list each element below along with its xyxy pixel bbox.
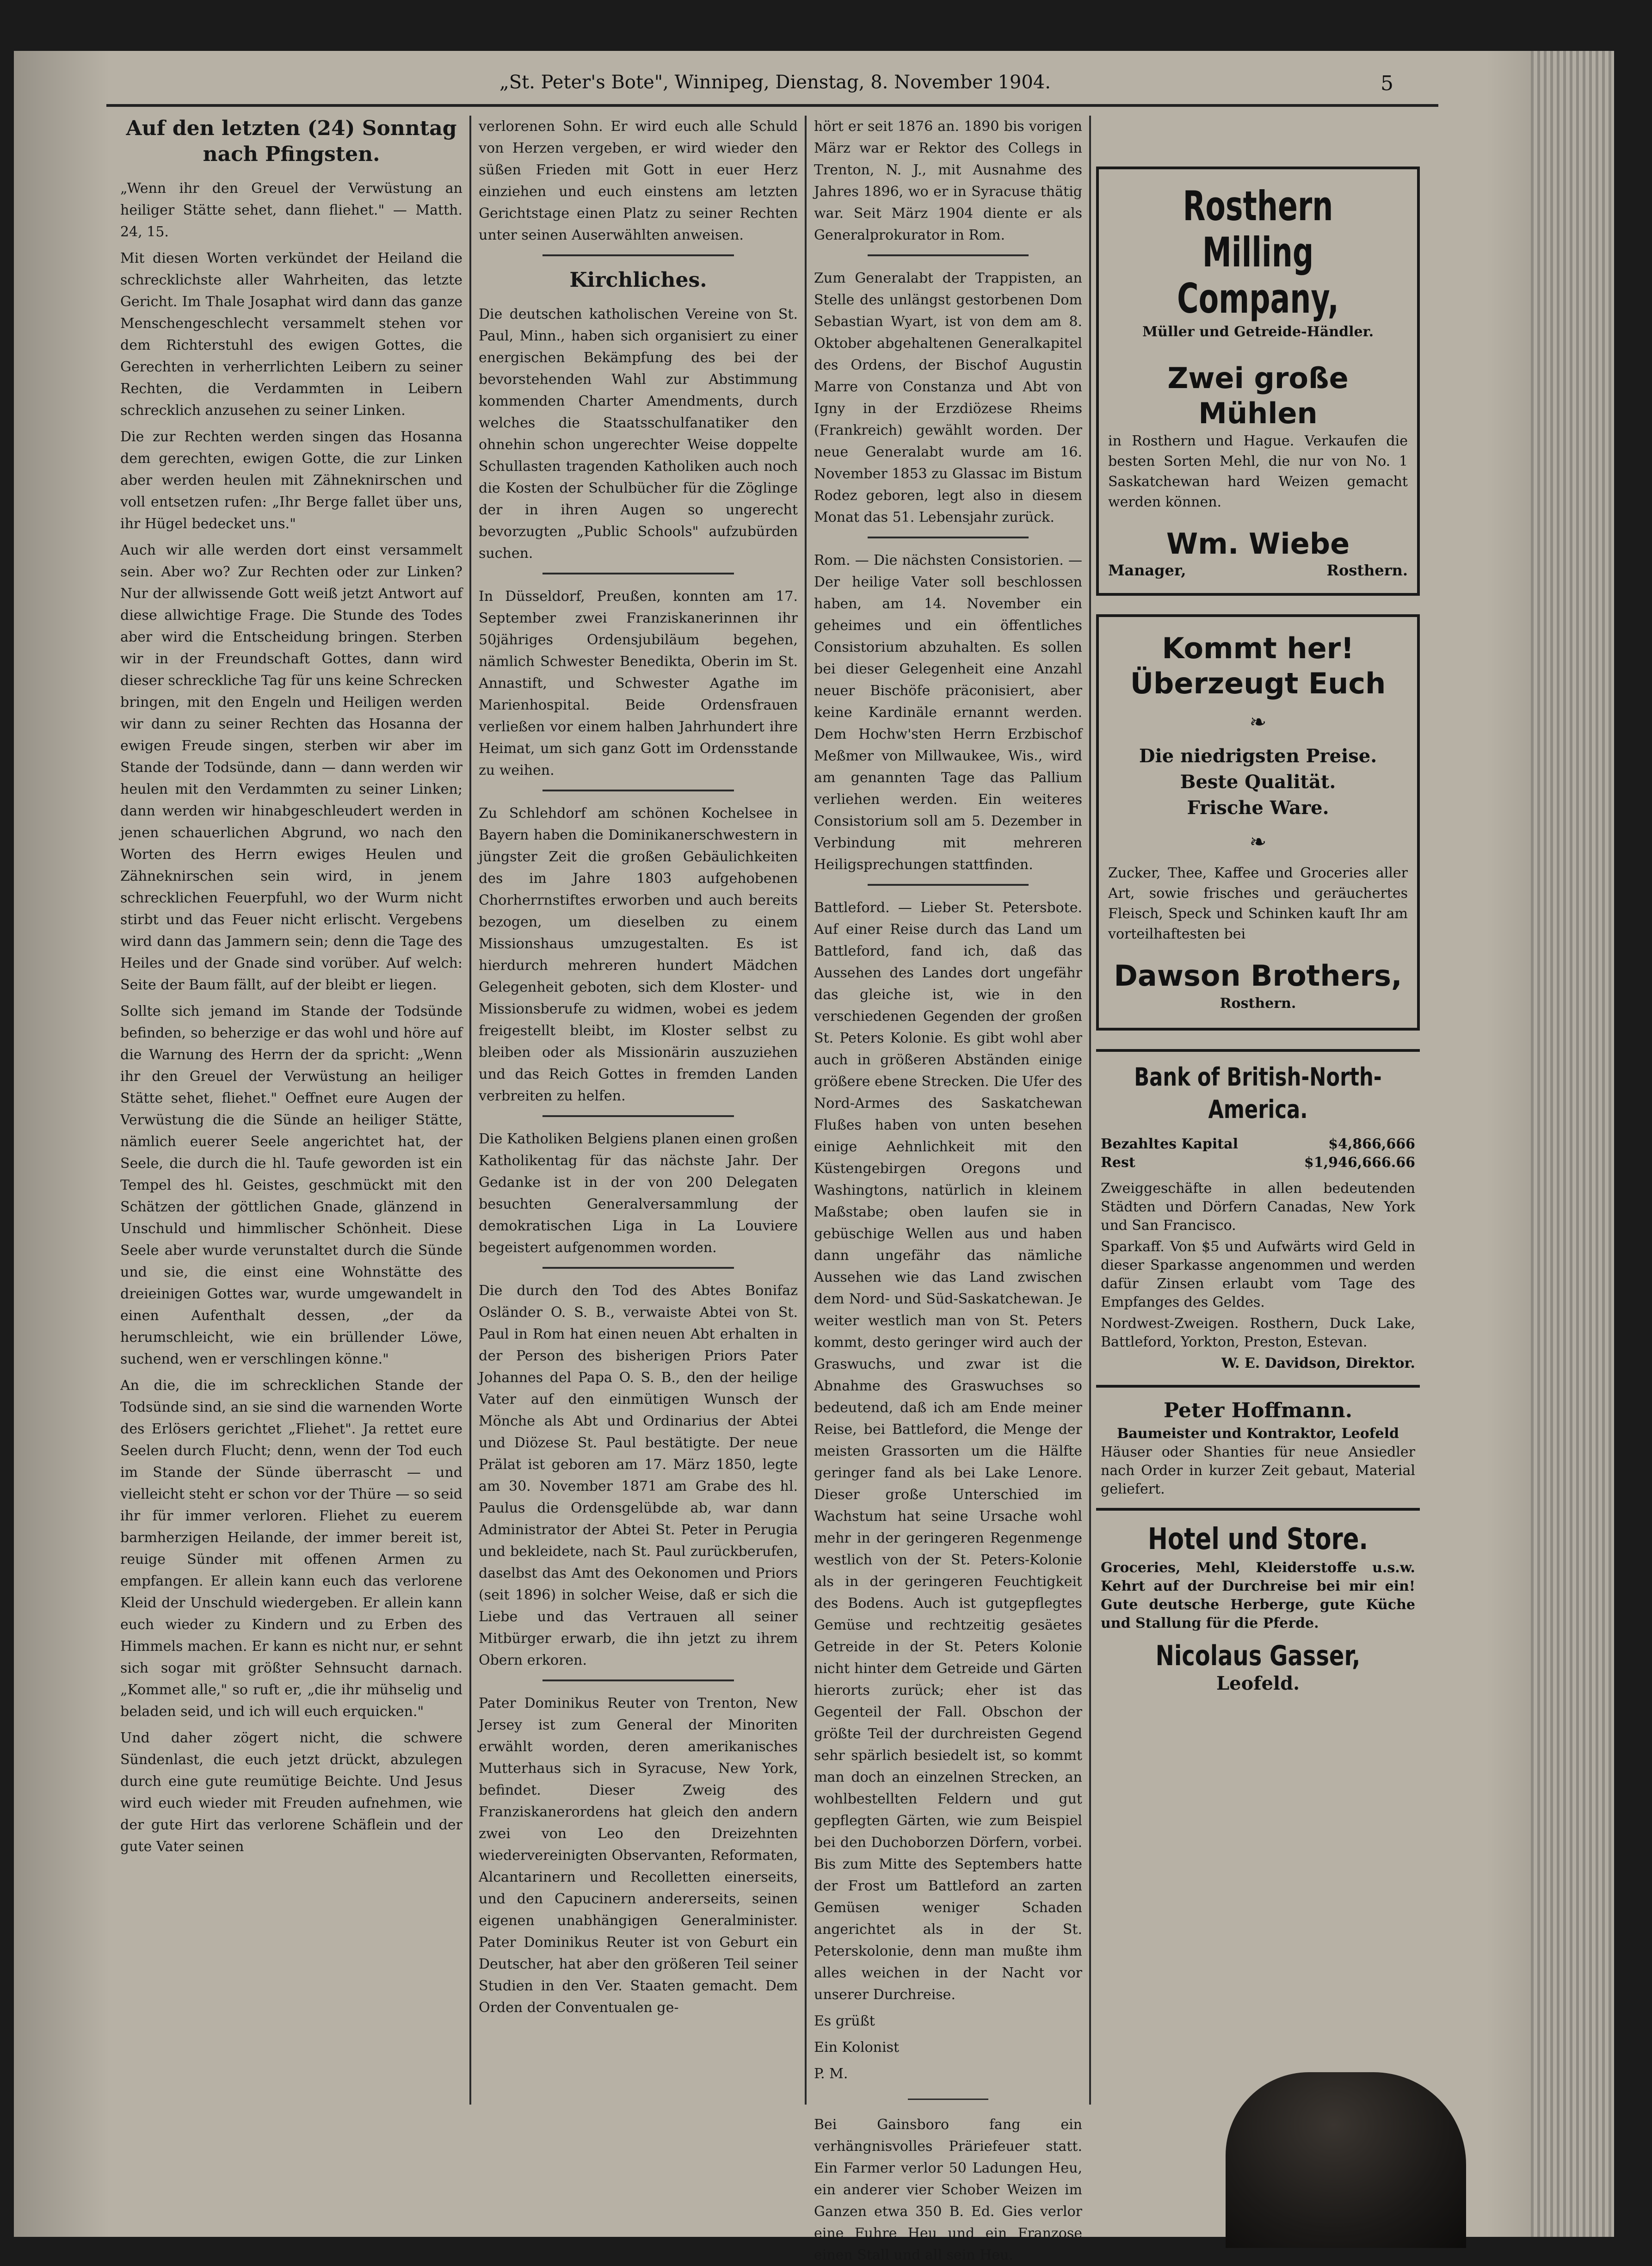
separator (868, 254, 1029, 256)
paragraph: Battleford. — Lieber St. Petersbote. Auf einer Reise durch das Land um Battleford, fand ich, daß das Aussehen des Landes dort ungefähr das gleiche ist, wie in den verschiedenen Gegenden der großen St. Peters Kolonie. Es gibt wohl aber auch in größeren Abständen einige größere ebene Strecken. Die Ufer des Nord-Armes des Saskatchewan Flußes haben von unten besehen einige Aehnlichkeit mit den Küstengebirgen Oregons und Washingtons, natürlich in kleinem Maßstabe; oben laufen sie in gebüschige Wellen aus und haben dann ungefähr das nämliche Aussehen wie das Land zwischen dem Nord- und Süd-Saskatchewan. Je weiter westlich man von St. Peters kommt, desto geringer wird auch der Graswuchs, und zwar ist die Abnahme des Graswuchses so bedeutend, daß ich am Ende meiner Reise, bei Battleford, die Menge der meisten Grassorten um die Hälfte geringer fand als bei Lake Lenore. Dieser große Unterschied im Wachstum hat seine Ursache wohl mehr in der geringeren Regenmenge westlich von der St. Peters-Kolonie als in der geringeren Feuchtigkeit des Bodens. Auch ist gutgepflegtes Gemüse und rechtzeitig gesäetes Getreide in der St. Peters Kolonie nicht hinter dem Getreide und Gärten hierorts zurück; eher ist das Gegenteil der Fall. Obschon der größte Teil der durchreisten Gegend sehr spärlich besiedelt ist, so kommt man doch an einzelnen Strecken, an wohlbestellten Feldern und gut gepflegten Gärten, wie zum Beispiel bei den Duchoborzen Dörfern, vorbei. Bis zum Mitte des Septembers hatte der Frost um Battleford an zarten Gemüsen weniger Schaden angerichtet als in der St. Peterskolonie, denn man mußte ihm alles weichen in der Nacht vor unserer Durchreise. (814, 900, 1082, 2003)
separator (542, 1679, 734, 1681)
page-edge-stack (1531, 51, 1614, 2237)
paragraph: Die zur Rechten werden singen das Hosanna dem gerechten, ewigen Gotte, die zur Linken aber werden heulen mit Zähneknirschen und voll entsetzen rufen: „Ihr Berge fallet über uns, ihr Hügel bedecket uns." (120, 429, 462, 532)
ad-headline: Kommt her! (1162, 631, 1354, 665)
ad-body: Zucker, Thee, Kaffee und Groceries aller Art, sowie frisches und geräuchertes Fleisch, Speck und Schinken kauft Ihr am vorteilhaftesten bei (1108, 865, 1408, 942)
ad-headline: Mühlen (1198, 396, 1318, 430)
ornament-icon: ❧ (1249, 710, 1267, 734)
paragraph: Auch wir alle werden dort einst versammelt sein. Aber wo? Zur Rechten oder zur Linken? Nur der allwissende Gott weiß jetzt Antwort auf diese allwichtige Frage. Die Stunde des Todes aber wird die Entscheidung bringen. Sterben wir in der Freundschaft Gottes, dann wird dieser schreckliche Tag für uns keine Schrecken bringen, mit den Engeln und Heiligen werden wir dann zu seiner Rechten das Hosanna der ewigen Freude singen, sterben wir aber im Stande der Todsünde, dann — dann werden wir heulen mit den Verdammten zu seiner Linken; dann werden wir hinabgeschleudert werden in jenen schauerlichen Abgrund, wo nach den Worten des Herrn ewiges Heulen und Zähneknirschen sein wird, in jenem schrecklichen Feuerpfuhl, wo der Wurm nicht stirbt und das Feuer nicht erlischt. Vergebens wird dann das Jammern sein; denn die Tage des Heiles und der Gnade sind vorüber. Auf welch: Seite der Baum fällt, auf der bleibt er liegen. (120, 542, 462, 993)
ad-title: Hotel und Store. (1148, 1522, 1368, 1556)
paragraph: Pater Dominikus Reuter von Trenton, New Jersey ist zum General der Minoriten erwählt worden, deren amerikanisches Mutterhaus sich in Syracuse, New York, befindet. Dieser Zweig des Franziskanerordens hat gleich den andern zwei von Leo den Dreizehnten wiedervereinigten Observanten, Reformaten, Alcantarinern und Recolletten einerseits, und den Capucinern andererseits, seinen eigenen unabhängigen Generalminister. Pater Dominikus Reuter ist von Geburt ein Deutscher, hat aber den größeren Teil seiner Studien in den Ver. Staaten gemacht. Dem Orden der Conventualen ge- (479, 1695, 798, 2016)
paragraph: In Düsseldorf, Preußen, konnten am 17. September zwei Franziskanerinnen ihr 50jähriges Ordensjubiläum begehen, nämlich Schwester Benedikta, Oberin im St. Annastift, und Schwester Agathe im Marienhospital. Beide Ordensfrauen verließen vor einem halben Jahrhundert ihre Heimat, um sich ganz Gott im Ordensstande zu weihen. (479, 588, 798, 778)
ad-name: Nicolaus Gasser, (1155, 1640, 1361, 1672)
ad-bank (1096, 1049, 1420, 1385)
paragraph: Zu Schlehdorf am schönen Kochelsee in Bayern haben die Dominikanerschwestern in jüngster Zeit die großen Gebäulichkeiten des im Jahre 1803 aufgehobenen Chorherrnstiftes erworben und auch bereits bezogen, um dieselben zu einem Missionshaus umzugestalten. Es ist hierdurch mehreren hundert Mädchen Gelegenheit geboten, sich dem Kloster- und Missionsberufe zu widmen, wobei es jedem freigestellt bleibt, im Kloster selbst zu bleiben oder als Missionärin auszuziehen und das Reich Gottes in fremden Landen verbreiten zu helfen. (479, 805, 798, 1104)
column-divider (805, 116, 807, 2105)
ad-hotel (1096, 1508, 1420, 1702)
initials: P. M. (814, 2066, 848, 2082)
bank-director: W. E. Davidson, Direktor. (1221, 1355, 1415, 1371)
ad-body: Häuser oder Shanties für neue Ansiedler nach Order in kurzer Zeit gebaut, Material geliefert. (1101, 1444, 1415, 1497)
rest-value: $1,946,666.66 (1304, 1155, 1415, 1171)
ad-body: in Rosthern und Hague. Verkaufen die besten Sorten Mehl, die nur von No. 1 Saskatchewan hard Weizen gemacht werden können. (1108, 433, 1408, 510)
separator (542, 573, 734, 574)
ad-title: Company, (1177, 275, 1339, 322)
bank-title: Bank of British-North-America. (1134, 1062, 1382, 1124)
section-heading-kirchliches: Kirchliches. (569, 268, 707, 292)
ad-place: Rosthern. (1220, 995, 1296, 1012)
paragraph: Die deutschen katholischen Vereine von St. Paul, Minn., haben sich organisiert zu einer energischen Bekämpfung des bei der bevorstehenden Wahl zur Abstimmung kommenden Charter Amendments, durch welches die Staatsschulfanatiker den ohnehin schon ungerechter Weise doppelte Schullasten tragenden Katholiken auch noch die Kosten der Schulbücher für die Zöglinge der in ihren Augen so ungerecht bevorzugten „Public Schools" aufzubürden suchen. (479, 306, 798, 562)
ad-body: Groceries, Mehl, Kleiderstoffe u.s.w. Kehrt auf der Durchreise bei mir ein! Gute deutsche Herberge, gute Küche und Stallung für die Pferde. (1101, 1560, 1415, 1631)
ad-dawson-brothers (1096, 614, 1420, 1031)
ad-headline: Überzeugt Euch (1130, 667, 1386, 700)
signature: Ein Kolonist (814, 2039, 900, 2056)
ad-bullet: Beste Qualität. (1180, 771, 1336, 793)
separator (868, 537, 1029, 538)
bank-savings: Sparkaff. Von $5 und Aufwärts wird Geld in dieser Sparkasse angenommen und werden dafür Zinsen erlaubt vom Tage des Empfanges des Geldes. (1101, 1239, 1415, 1310)
ad-rosthern-milling (1096, 167, 1420, 596)
paragraph: Die Katholiken Belgiens planen einen großen Katholikentag für das nächste Jahr. Der Gedanke ist in der von 200 Delegaten besuchten Generalversammlung der demokratischen Liga in La Louviere begeistert aufgenommen worden. (479, 1131, 798, 1256)
thumb-photo-artifact (1226, 2072, 1466, 2248)
bank-northwest: Nordwest-Zweigen. Rosthern, Duck Lake, Battleford, Yorkton, Preston, Estevan. (1101, 1315, 1415, 1350)
sermon-heading: Auf den letzten (24) Sonntag nach Pfingsten. (126, 117, 457, 166)
paragraph: hört er seit 1876 an. 1890 bis vorigen März war er Rektor des Collegs in Trenton, N. J., mit Ausnahme des Jahres 1896, wo er in Syracuse thätig war. Seit März 1904 diente er als Generalprokurator in Rom. (814, 118, 1082, 243)
bank-capital-row (1101, 1135, 1415, 1154)
ornament-icon: ❧ (1249, 830, 1267, 854)
ad-name: Wm. Wiebe (1166, 527, 1350, 561)
paragraph: verlorenen Sohn. Er wird euch alle Schuld von Herzen vergeben, er wird wieder den süßen Frieden mit Gott in euer Herz einziehen und euch einstens am letzten Gerichtstage einen Platz zu seiner Rechten unter seinen Auserwählten anweisen. (479, 118, 798, 243)
paragraph: „Wenn ihr den Greuel der Verwüstung an heiliger Stätte sehet, dann fliehet." — Matth. 24, 15. (120, 180, 462, 240)
capital-label: Bezahltes Kapital (1101, 1136, 1238, 1152)
ad-place: Leofeld. (1216, 1673, 1300, 1694)
capital-value: $4,866,666 (1328, 1136, 1415, 1152)
ad-role: Manager, (1108, 562, 1186, 579)
separator (868, 884, 1029, 886)
bank-branches: Zweiggeschäfte in allen bedeutenden Städten und Dörfern Canadas, New York und San Francisco. (1101, 1180, 1415, 1234)
ad-hoffmann (1096, 1385, 1420, 1508)
separator (542, 1267, 734, 1269)
column-3 (814, 116, 1082, 2263)
paragraph: Und daher zögert nicht, die schwere Sündenlast, die euch jetzt drückt, abzulegen durch eine gute reumütige Beichte. Und Jesus wird euch wieder mit Freuden aufnehmen, wie der gute Hirt das verlorene Schäflein und der gute Vater seinen (120, 1730, 462, 1855)
paragraph: Die durch den Tod des Abtes Bonifaz Osländer O. S. B., verwaiste Abtei von St. Paul in Rom hat einen neuen Abt erhalten in der Person des bisherigen Priors Pater Johannes del Papa O. S. B., den der heilige Vater auf den einmütigen Wunsch der Mönche als Abt und Ordinarius der Abtei und Diözese St. Paul bestätigte. Der neue Prälat ist geboren am 17. März 1850, legte am 30. November 1871 am Grabe des hl. Paulus die Ordensgelübde ab, war dann Administrator der Abtei St. Peter in Perugia und bekleidete, nach St. Paul zurückberufen, daselbst das Amt des Oekonomen und Priors (seit 1896) in solcher Weise, daß er sich die Liebe und das Vertrauen all seiner Mitbürger erwarb, die ihn jetzt zu ihrem Obern erkoren. (479, 1283, 798, 1668)
paragraph: Bei Gainsboro fang ein verhängnisvolles Präriefeuer statt. Ein Farmer verlor 50 Ladungen Heu, ein anderer vier Schober Weizen im Ganzen etwa 350 B. Ed. Gies verlor eine Fuhre Heu und ein Franzose einen Stall und all sein Heu. (814, 2117, 1082, 2263)
ad-subtitle: Müller und Getreide-Händler. (1142, 324, 1374, 340)
ad-footer (1108, 562, 1408, 579)
bank-rest-row (1101, 1154, 1415, 1172)
greeting: Es grüßt (814, 2013, 875, 2029)
ad-name: Dawson Brothers, (1114, 959, 1402, 993)
page-number: 5 (1381, 72, 1393, 95)
ad-place: Rosthern. (1326, 562, 1408, 579)
separator (908, 2099, 988, 2100)
paragraph: An die, die im schrecklichen Stande der Todsünde sind, an sie sind die warnenden Worte des Erlösers gerichtet „Fliehet". Ja rettet eure Seelen durch Flucht; denn, wenn der Tod euch im Stande der Sünde überrascht — und vielleicht steht er schon vor der Thüre — so seid ihr für immer verloren. Fliehet zu euerem barmherzigen Heilande, der immer bereit ist, reuige Sünder mit offenen Armen zu empfangen. Er allein kann euch das verlorene Kleid der Unschuld wiedergeben. Er allein kann euch wieder zu Kindern und zu Erben des Himmels machen. Er kann es nicht nur, er sehnt sich sogar mit größter Sehnsucht darnach. „Kommet alle," so ruft er, „die ihr mühselig und beladen seid, und ich will euch erquicken." (120, 1377, 462, 1720)
paragraph: Sollte sich jemand im Stande der Todsünde befinden, so beherzige er das wohl und höre auf die Warnung des Herrn der da spricht: „Wenn ihr den Greuel der Verwüstung an heiliger Stätte sehet, fliehet." Oeffnet eure Augen der Verwüstung die die Sünde an heiliger Stätte, nämlich euerer Seele angerichtet hat, der Seele, die durch die hl. Taufe geworden ist ein Tempel des hl. Geistes, geschmückt mit den Schätzen der göttlichen Gnade, glänzend in Unschuld und himmlischer Schönheit. Diese Seele aber wurde verunstaltet durch die Sünde und sie, die einst eine Wohnstätte des dreieinigen Gottes war, wurde umgewandelt in einen Aufenthalt dessen, „der da herumschleicht, wie ein brüllender Löwe, suchend, wen er verschlingen könne." (120, 1003, 462, 1367)
column-divider (1089, 116, 1091, 2105)
separator (542, 254, 734, 256)
column-1 (120, 116, 462, 2118)
ad-title: Rosthern Milling (1183, 182, 1333, 276)
ad-bullet: Die niedrigsten Preise. (1139, 745, 1377, 767)
paragraph: Rom. — Die nächsten Consistorien. — Der heilige Vater soll beschlossen haben, am 14. November ein geheimes und ein öffentliches Consistorium abzuhalten. Es sollen bei dieser Gelegenheit eine Anzahl neuer Bischöfe präconisiert, aber keine Kardinäle ernannt werden. Dem Hochw'sten Herrn Erzbischof Meßmer von Millwaukee, Wis., wird am genannten Tage das Pallium verliehen werden. Ein weiteres Consistorium soll am 5. Dezember in Verbindung mit mehreren Heiligsprechungen stattfinden. (814, 552, 1082, 873)
paragraph: Mit diesen Worten verkündet der Heiland die schrecklichste aller Wahrheiten, das letzte Gericht. Im Thale Josaphat wird dann das ganze Menschengeschlecht versammelt stehen vor dem Richterstuhl des ewigen Gottes, die Gerechten in verherrlichten Leibern zu seiner Rechten, die Verdammten in Leibern schrecklich anzusehen zu seiner Linken. (120, 250, 462, 419)
separator (542, 790, 734, 791)
ad-role: Baumeister und Kontraktor, Leofeld (1116, 1426, 1399, 1442)
masthead: „St. Peter's Bote", Winnipeg, Dienstag, 8. November 1904. (499, 72, 1051, 93)
paragraph: Zum Generalabt der Trappisten, an Stelle des unlängst gestorbenen Dom Sebastian Wyart, ist von dem am 8. Oktober abgehaltenen Generalkapitel des Ordens, der Bischof Augustin Marre von Constanza und Abt von Igny in der Erzdiözese Rheims (Frankreich) gewählt worden. Der neue Generalabt wurde am 16. November 1853 zu Glassac im Bistum Rodez geboren, legt also in diesem Monat das 51. Lebensjahr zurück. (814, 270, 1082, 525)
header-rule (106, 104, 1438, 107)
ad-headline: Zwei große (1167, 361, 1349, 395)
column-divider (469, 116, 471, 2105)
rest-label: Rest (1101, 1155, 1135, 1171)
separator (542, 1115, 734, 1117)
ads-column (1096, 167, 1420, 2109)
column-2 (479, 116, 798, 2118)
ad-bullet: Frische Ware. (1187, 797, 1329, 819)
ad-name: Peter Hoffmann. (1163, 1399, 1353, 1422)
